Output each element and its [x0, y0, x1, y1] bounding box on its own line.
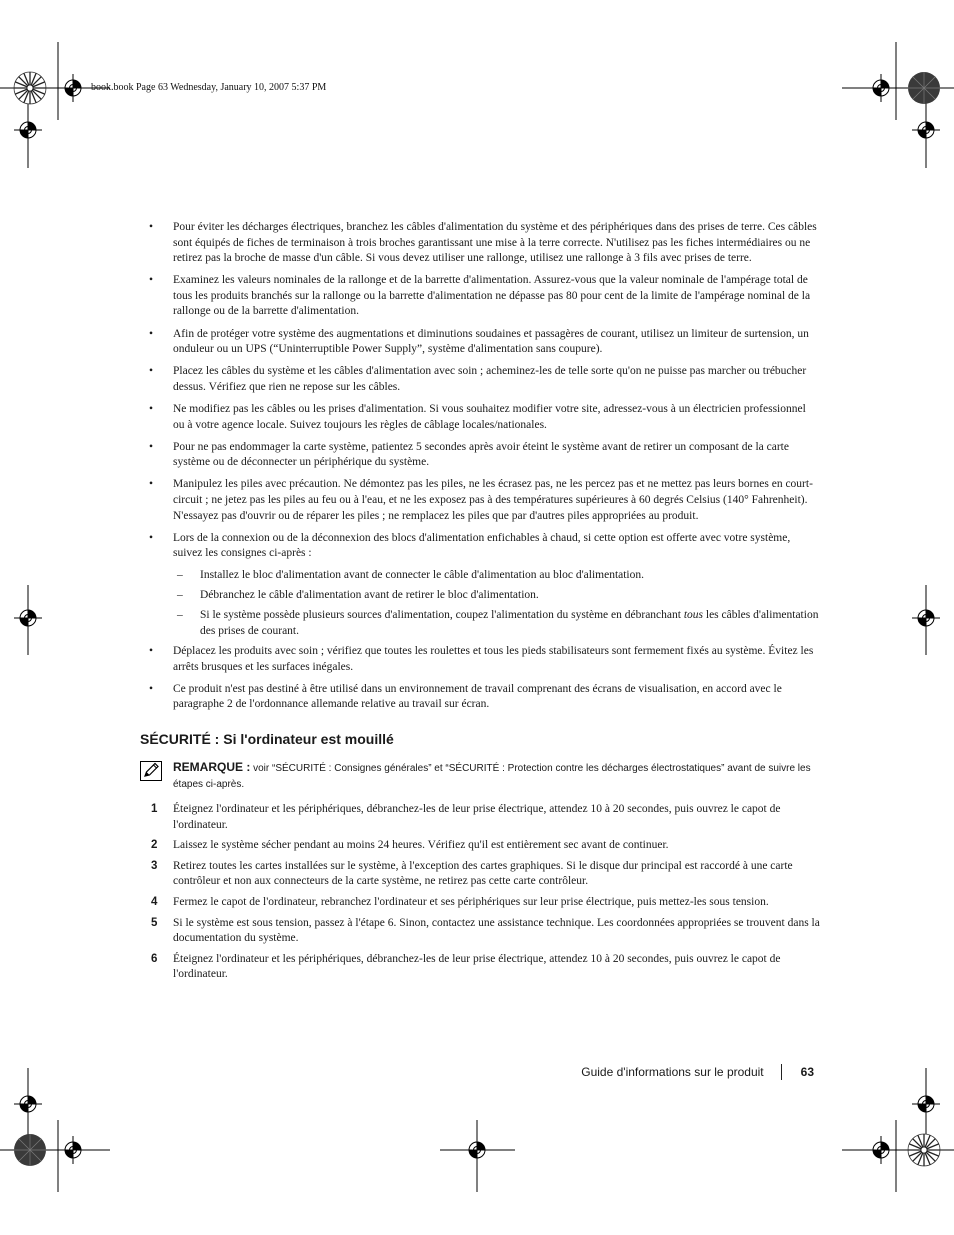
hotplug-sub-list — [140, 568, 820, 639]
bullet-icon: • — [149, 402, 154, 415]
step-number: 5 — [151, 916, 158, 929]
section-heading: SÉCURITÉ : Si l'ordinateur est mouillé — [140, 731, 394, 748]
print-header: book.book Page 63 Wednesday, January 10, 2007 5:37 PM — [91, 82, 327, 93]
list-item: • Ne modifiez pas les câbles ou les prises d'alimentation. Si vous souhaitez modifier votre site, adressez-vous à un électricien professionnel ou à votre agence locale. Suivez toujours les règles de câblage locales/nationales. — [149, 402, 806, 431]
step-item: 6 Éteignez l'ordinateur et les périphériques, débranchez-les de leur prise électrique, attendez 10 à 20 secondes, puis ouvrez le capot de l'ordinateur. — [151, 952, 781, 981]
list-item: • Afin de protéger votre système des augmentations et diminutions soudaines et passagères de courant, utilisez un limiteur de surtension, un onduleur ou un UPS (“Uninterruptible Power Supply”, système d'alimentation sans coupure). — [149, 327, 809, 356]
step-item: 1 Éteignez l'ordinateur et les périphériques, débranchez-les de leur prise électrique, attendez 10 à 20 secondes, puis ouvrez le capot de l'ordinateur. — [151, 803, 781, 831]
sub-list-item: – Si le système possède plusieurs sources d'alimentation, coupez l'alimentation du système en débranchant tous les câbles d'alimentation des prises de courant. — [177, 609, 819, 638]
list-item: • Déplacez les produits avec soin ; vérifiez que toutes les roulettes et tous les pieds stabilisateurs sont fermement fixés au système. Évitez les arrêts brusques et les surfaces inégales. — [149, 645, 814, 673]
sub-list-item: – Débranchez le câble d'alimentation avant de retirer le bloc d'alimentation. — [140, 588, 820, 604]
bullet-icon: • — [149, 478, 154, 491]
step-number: 2 — [151, 839, 158, 852]
safety-bullet-list — [140, 220, 820, 713]
bullet-icon: • — [149, 221, 154, 233]
step-number: 3 — [151, 859, 158, 872]
page-number: 63 — [800, 1065, 814, 1079]
page-content — [140, 220, 820, 988]
bullet-icon: • — [149, 531, 154, 544]
sub-list-item: – Installez le bloc d'alimentation avant de connecter le câble d'alimentation au bloc d'alimentation. — [140, 568, 820, 584]
bullet-icon: • — [149, 327, 154, 340]
list-item-hotplug: • Lors de la connexion ou de la déconnexion des blocs d'alimentation enfichables à chaud, si cette option est offerte avec votre système, suivez les consignes ci-après : — [149, 531, 791, 560]
steps-list — [140, 802, 820, 983]
bullet-icon: • — [149, 440, 154, 453]
dash-icon: – — [177, 589, 183, 602]
step-item: 2 Laissez le système sécher pendant au moins 24 heures. Vérifiez qu'il est entièrement sec avant de continuer. — [140, 838, 820, 854]
note-label: REMARQUE : — [173, 760, 251, 775]
bullet-icon: • — [149, 645, 154, 658]
footer-title: Guide d'informations sur le produit — [581, 1065, 764, 1079]
step-number: 1 — [151, 803, 158, 816]
page-footer — [581, 1063, 814, 1081]
note-text: voir “SÉCURITÉ : Consignes générales” et “SÉCURITÉ : Protection contre les décharges électrostatiques” avant de suivre les étapes ci-après. — [173, 763, 811, 790]
note-pencil-icon — [140, 761, 162, 781]
list-item: • Manipulez les piles avec précaution. Ne démontez pas les piles, ne les écrasez pas, ne les percez pas et ne mettez pas leurs bornes en court-circuit ; ne jetez pas les piles au feu ou à l'eau, et ne les exposez pas à des températures supérieures à 60 degrés Celsius (140° Fahrenheit). N'essayez pas d'ouvrir ou de réparer les piles ; ne remplacez les piles que par d'autres piles appropriées au produit. — [149, 478, 813, 522]
bullet-icon: • — [149, 365, 154, 378]
step-item: 5 Si le système est sous tension, passez à l'étape 6. Sinon, contactez une assistance technique. Les coordonnées appropriées se trouvent dans la documentation du système. — [151, 916, 820, 945]
dash-icon: – — [177, 609, 183, 622]
note-block — [140, 760, 820, 792]
step-number: 4 — [151, 896, 158, 908]
step-number: 6 — [151, 952, 158, 965]
bullet-icon: • — [149, 274, 154, 287]
dash-icon: – — [177, 569, 183, 582]
list-item: • Pour ne pas endommager la carte système, patientez 5 secondes après avoir éteint le système avant de retirer un composant de la carte système ou de déconnecter un périphérique du système. — [149, 440, 789, 469]
bullet-icon: • — [149, 682, 154, 695]
step-item: 3 Retirez toutes les cartes installées sur le système, à l'exception des cartes graphiques. Si le disque dur principal est raccordé à une carte contrôleur et non aux connecteurs de la carte système, ne retirez pas cette carte contrôleur. — [151, 859, 793, 888]
list-item: • Pour éviter les décharges électriques, branchez les câbles d'alimentation du système et des périphériques dans des prises de terre. Ces câbles sont équipés de fiches de terminaison à trois broches garantissant une mise à la terre correcte. N'utilisez pas les fiches intermédiaires ou ne retirez pas la broche de masse d'un câble. Si vous devez utiliser une rallonge, utilisez une rallonge à 3 fils avec prises de terre. — [149, 221, 817, 265]
footer-divider — [781, 1064, 782, 1080]
step-item: 4 Fermez le capot de l'ordinateur, rebranchez l'ordinateur et ses périphériques sur leur prise électrique, puis mettez-les sous tension. — [140, 895, 820, 911]
list-item: • Ce produit n'est pas destiné à être utilisé dans un environnement de travail comprenant des écrans de visualisation, en accord avec le paragraphe 2 de l'ordonnance allemande relative au travail sur écran. — [149, 682, 782, 711]
list-item: • Examinez les valeurs nominales de la rallonge et de la barrette d'alimentation. Assurez-vous que la valeur nominale de l'ampérage total de tous les produits branchés sur la rallonge ou la barrette d'alimentation ne dépasse pas 80 pour cent de la limite de l'ampérage nominal de la rallonge ou de la barrette d'alimentation. — [149, 274, 811, 318]
list-item: • Placez les câbles du système et les câbles d'alimentation avec soin ; acheminez-les de telle sorte qu'on ne puisse pas marcher ou trébucher dessus. Vérifiez que rien ne repose sur les câbles. — [149, 365, 807, 393]
